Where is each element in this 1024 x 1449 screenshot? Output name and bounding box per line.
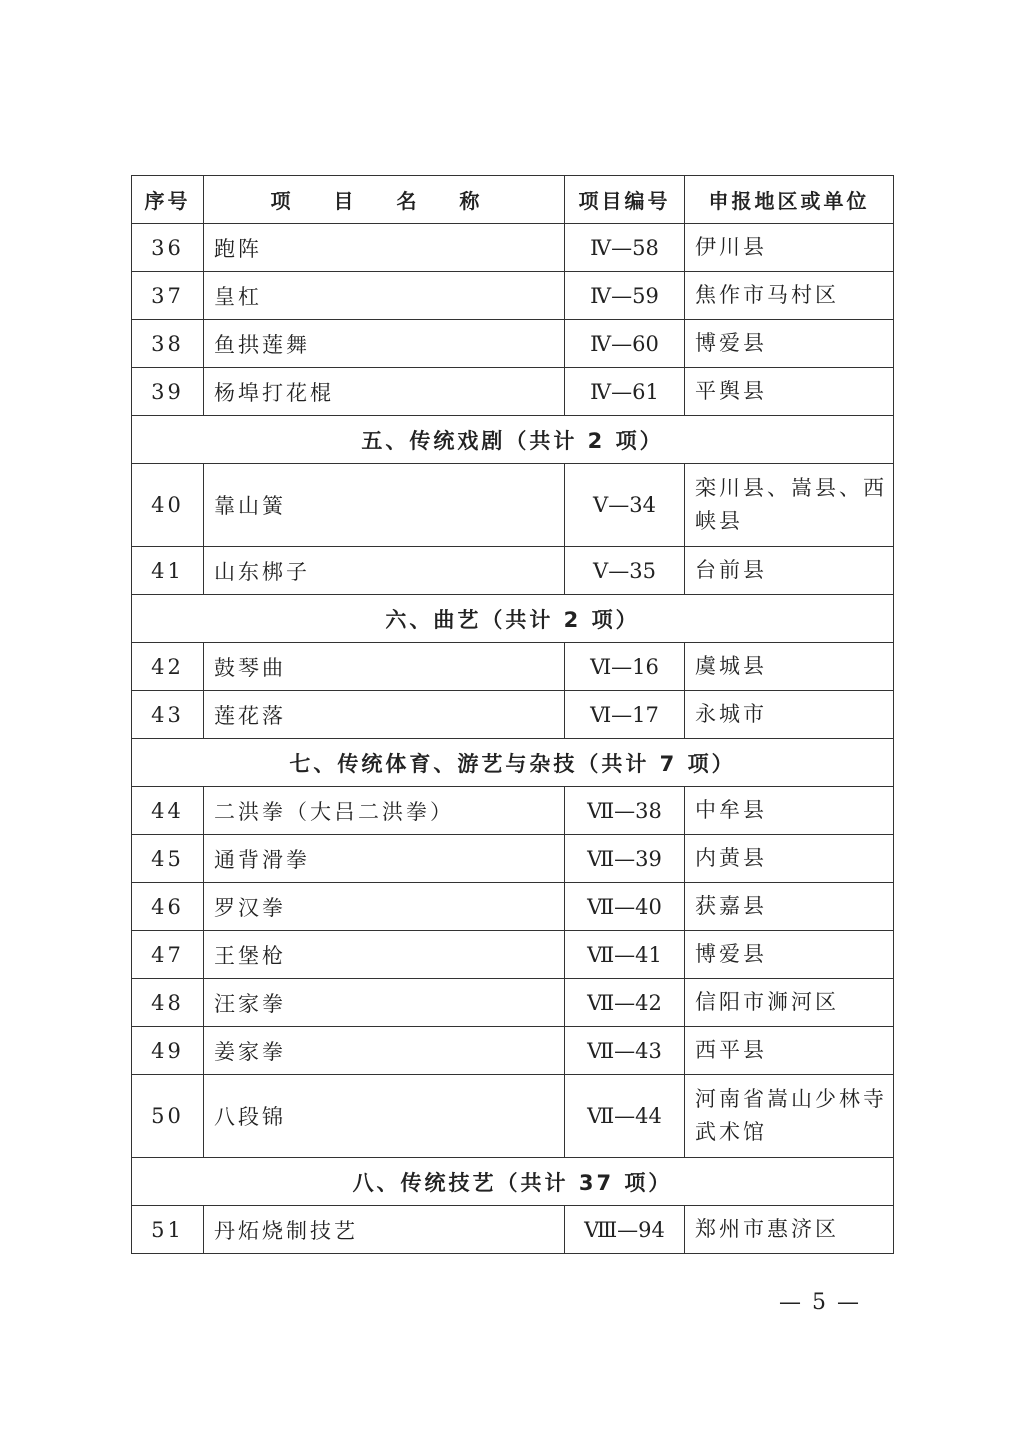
cell-no: 41 <box>132 547 204 595</box>
cell-no: 36 <box>132 224 204 272</box>
section-title: 六、曲艺（共计 2 项） <box>132 595 894 643</box>
cell-code: Ⅳ—59 <box>565 272 685 320</box>
cell-code: Ⅳ—61 <box>565 368 685 416</box>
table-header-row <box>132 176 894 224</box>
cell-name: 靠山簧 <box>204 464 565 547</box>
cell-code: Ⅴ—34 <box>565 464 685 547</box>
cell-name: 鼓琴曲 <box>204 643 565 691</box>
table-body <box>132 224 894 1254</box>
cell-region: 郑州市惠济区 <box>685 1206 894 1254</box>
section-title: 八、传统技艺（共计 37 项） <box>132 1158 894 1206</box>
cell-region: 中牟县 <box>685 787 894 835</box>
cell-no: 39 <box>132 368 204 416</box>
cell-code: Ⅶ—38 <box>565 787 685 835</box>
table-row <box>132 368 894 416</box>
cell-name: 山东梆子 <box>204 547 565 595</box>
cell-no: 49 <box>132 1027 204 1075</box>
cell-name: 杨埠打花棍 <box>204 368 565 416</box>
section-title: 五、传统戏剧（共计 2 项） <box>132 416 894 464</box>
cell-name: 鱼拱莲舞 <box>204 320 565 368</box>
cell-no: 46 <box>132 883 204 931</box>
cell-region: 河南省嵩山少林寺武术馆 <box>685 1075 894 1158</box>
section-header-row <box>132 416 894 464</box>
table-row <box>132 1206 894 1254</box>
cell-region: 博爱县 <box>685 320 894 368</box>
heritage-project-table <box>131 175 894 1254</box>
cell-code: Ⅶ—39 <box>565 835 685 883</box>
cell-region: 伊川县 <box>685 224 894 272</box>
cell-code: Ⅶ—44 <box>565 1075 685 1158</box>
cell-code: Ⅳ—60 <box>565 320 685 368</box>
cell-code: Ⅶ—43 <box>565 1027 685 1075</box>
cell-region: 获嘉县 <box>685 883 894 931</box>
table-row <box>132 1027 894 1075</box>
cell-no: 44 <box>132 787 204 835</box>
cell-code: Ⅶ—41 <box>565 931 685 979</box>
cell-region: 永城市 <box>685 691 894 739</box>
cell-no: 48 <box>132 979 204 1027</box>
cell-no: 43 <box>132 691 204 739</box>
cell-name: 八段锦 <box>204 1075 565 1158</box>
table-row <box>132 272 894 320</box>
page-number: — 5 — <box>779 1290 861 1315</box>
cell-region: 平舆县 <box>685 368 894 416</box>
table-row <box>132 835 894 883</box>
cell-region: 台前县 <box>685 547 894 595</box>
table-row <box>132 979 894 1027</box>
cell-no: 50 <box>132 1075 204 1158</box>
cell-code: Ⅶ—40 <box>565 883 685 931</box>
cell-name: 通背滑拳 <box>204 835 565 883</box>
cell-name: 汪家拳 <box>204 979 565 1027</box>
table-row <box>132 224 894 272</box>
cell-no: 51 <box>132 1206 204 1254</box>
cell-code: Ⅷ—94 <box>565 1206 685 1254</box>
cell-code: Ⅵ—17 <box>565 691 685 739</box>
cell-region: 内黄县 <box>685 835 894 883</box>
header-code: 项目编号 <box>565 176 685 224</box>
cell-no: 42 <box>132 643 204 691</box>
cell-no: 47 <box>132 931 204 979</box>
header-region: 申报地区或单位 <box>685 176 894 224</box>
cell-name: 莲花落 <box>204 691 565 739</box>
cell-region: 虞城县 <box>685 643 894 691</box>
cell-region: 博爱县 <box>685 931 894 979</box>
cell-code: Ⅶ—42 <box>565 979 685 1027</box>
table-row <box>132 1075 894 1158</box>
cell-name: 王堡枪 <box>204 931 565 979</box>
cell-region: 信阳市浉河区 <box>685 979 894 1027</box>
cell-no: 37 <box>132 272 204 320</box>
section-header-row <box>132 739 894 787</box>
cell-code: Ⅳ—58 <box>565 224 685 272</box>
cell-region: 焦作市马村区 <box>685 272 894 320</box>
table-row <box>132 464 894 547</box>
cell-no: 45 <box>132 835 204 883</box>
section-header-row <box>132 595 894 643</box>
header-no: 序号 <box>132 176 204 224</box>
table-row <box>132 547 894 595</box>
cell-name: 丹炻烧制技艺 <box>204 1206 565 1254</box>
section-header-row <box>132 1158 894 1206</box>
table-row <box>132 691 894 739</box>
cell-region: 西平县 <box>685 1027 894 1075</box>
cell-no: 40 <box>132 464 204 547</box>
header-name: 项 目 名 称 <box>204 176 565 224</box>
section-title: 七、传统体育、游艺与杂技（共计 7 项） <box>132 739 894 787</box>
cell-name: 二洪拳（大吕二洪拳） <box>204 787 565 835</box>
table-row <box>132 931 894 979</box>
cell-name: 姜家拳 <box>204 1027 565 1075</box>
cell-name: 罗汉拳 <box>204 883 565 931</box>
cell-code: Ⅵ—16 <box>565 643 685 691</box>
table-row <box>132 883 894 931</box>
cell-code: Ⅴ—35 <box>565 547 685 595</box>
cell-no: 38 <box>132 320 204 368</box>
cell-region: 栾川县、嵩县、西峡县 <box>685 464 894 547</box>
cell-name: 跑阵 <box>204 224 565 272</box>
table-row <box>132 787 894 835</box>
cell-name: 皇杠 <box>204 272 565 320</box>
table-row <box>132 320 894 368</box>
table-row <box>132 643 894 691</box>
